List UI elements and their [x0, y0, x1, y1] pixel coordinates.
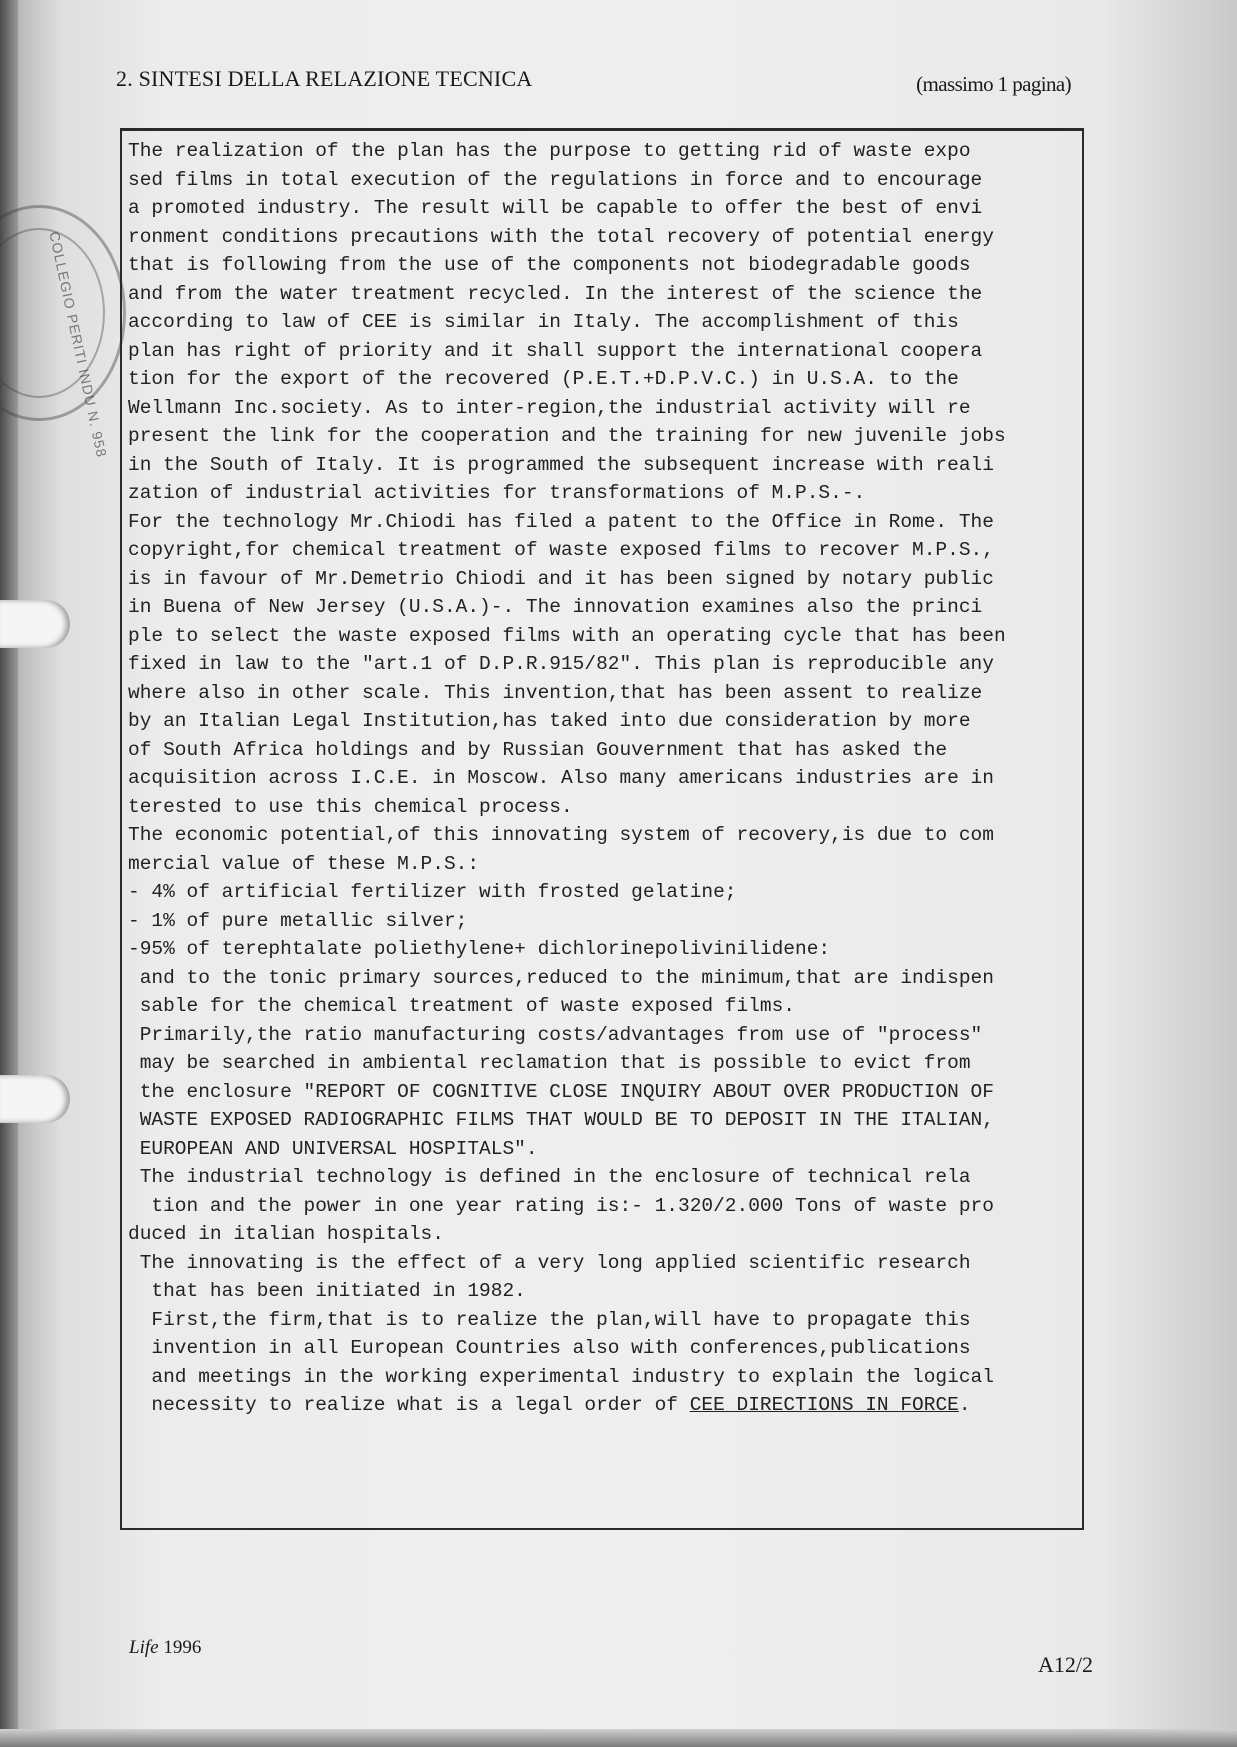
body-line: [128, 707, 1078, 736]
body-line-text: necessity to realize what is a legal order of: [128, 1394, 690, 1416]
body-line: [128, 337, 1078, 366]
body-line: [128, 850, 1078, 879]
body-line: [128, 166, 1078, 195]
body-line: [128, 907, 1078, 936]
body-line: [128, 1277, 1078, 1306]
footer-program-name: Life: [129, 1637, 159, 1658]
page-bottom-edge: [0, 1729, 1237, 1747]
body-line-text: in the South of Italy. It is programmed the subsequent increase with reali: [128, 453, 994, 476]
body-line: [128, 565, 1078, 594]
body-line-text: - 4% of artificial fertilizer with frosted gelatine;: [128, 881, 737, 903]
body-line: [128, 622, 1078, 651]
body-line-text: according to law of CEE is similar in Italy. The accomplishment of this: [128, 311, 959, 333]
footer-program: [129, 1637, 201, 1659]
closing-emphasis: CEE DIRECTIONS IN FORCE: [689, 1394, 959, 1416]
body-line: [128, 308, 1078, 337]
body-line: [128, 650, 1078, 679]
body-line-text: by an Italian Legal Institution,has taked into due consideration by more: [128, 710, 971, 732]
body-line: [128, 194, 1078, 223]
body-line: [128, 793, 1078, 822]
body-line-text: that has been initiated in 1982.: [128, 1280, 526, 1302]
technical-summary-body: [128, 137, 1078, 1420]
body-line: [128, 764, 1078, 793]
body-line-text: present the link for the cooperation and the training for new juvenile jobs: [128, 425, 1006, 447]
body-line: [128, 1078, 1078, 1107]
body-line-text: acquisition across I.C.E. in Moscow. Also many americans industries are in: [128, 767, 994, 789]
body-line-text: that is following from the use of the components not biodegradable goods: [128, 254, 971, 276]
body-line: [128, 1391, 1078, 1420]
body-line-text: and to the tonic primary sources,reduced to the minimum,that are indispen: [128, 966, 994, 989]
body-line: [128, 935, 1078, 964]
body-line: [128, 1192, 1078, 1221]
body-line: [128, 1306, 1078, 1335]
body-line: [128, 223, 1078, 252]
body-line: [128, 593, 1078, 622]
body-line-text: in Buena of New Jersey (U.S.A.)-. The innovation examines also the princi: [128, 596, 983, 618]
body-line: [128, 394, 1078, 423]
body-line: [128, 422, 1078, 451]
body-line: [128, 137, 1078, 166]
body-line-text: For the technology Mr.Chiodi has filed a patent to the Office in Rome. The: [128, 510, 994, 533]
binder-hole-lower: [0, 1075, 70, 1123]
body-line-text: ple to select the waste exposed films with an operating cycle that has been: [128, 624, 1006, 647]
body-line-text: the enclosure "REPORT OF COGNITIVE CLOSE INQUIRY ABOUT OVER PRODUCTION OF: [128, 1080, 994, 1103]
body-line-text: invention in all European Countries also with conferences,publications: [128, 1337, 971, 1359]
body-line-text: First,the firm,that is to realize the plan,will have to propagate this: [128, 1308, 971, 1331]
body-line-text: sable for the chemical treatment of waste exposed films.: [128, 995, 796, 1017]
body-line-text: plan has right of priority and it shall support the international coopera: [128, 339, 983, 362]
body-line: [128, 1220, 1078, 1249]
binder-hole-upper: [0, 600, 70, 648]
body-line: [128, 1021, 1078, 1050]
body-line-text: -95% of terephtalate poliethylene+ dichlorinepolivinilidene:: [128, 938, 831, 960]
body-line-text: of South Africa holdings and by Russian Gouvernment that has asked the: [128, 738, 948, 761]
body-line: [128, 451, 1078, 480]
footer-program-year: 1996: [163, 1637, 202, 1658]
body-line: [128, 964, 1078, 993]
body-line: [128, 479, 1078, 508]
body-line-text: - 1% of pure metallic silver;: [128, 909, 468, 932]
body-line: [128, 1049, 1078, 1078]
body-line: [128, 1249, 1078, 1278]
body-line-text: The innovating is the effect of a very long applied scientific research: [128, 1251, 971, 1274]
body-line-text: and from the water treatment recycled. In the interest of the science the: [128, 282, 983, 305]
body-line-text: sed films in total execution of the regulations in force and to encourage: [128, 168, 983, 191]
page-limit-note: (massimo 1 pagina): [916, 72, 1071, 96]
body-line-text: duced in italian hospitals.: [128, 1223, 444, 1245]
body-line-text: where also in other scale. This invention,that has been assent to realize: [128, 681, 983, 704]
stamp-text: COLLEGIO PERITI INDU N. 958: [46, 230, 110, 460]
footer-page-code: A12/2: [1038, 1652, 1093, 1677]
body-line: [128, 1135, 1078, 1164]
body-line: [128, 1163, 1078, 1192]
body-line-text: zation of industrial activities for transformations of M.P.S.-.: [128, 482, 866, 504]
body-line-text: WASTE EXPOSED RADIOGRAPHIC FILMS THAT WOULD BE TO DEPOSIT IN THE ITALIAN,: [128, 1109, 994, 1131]
body-line-text: may be searched in ambiental reclamation that is possible to evict from: [128, 1052, 971, 1074]
body-line: [128, 508, 1078, 537]
body-line: [128, 1334, 1078, 1363]
body-line-text: is in favour of Mr.Demetrio Chiodi and it has been signed by notary public: [128, 567, 994, 590]
body-line: [128, 679, 1078, 708]
section-title: 2. SINTESI DELLA RELAZIONE TECNICA: [116, 66, 533, 91]
body-line-text: The realization of the plan has the purpose to getting rid of waste expo: [128, 140, 971, 162]
body-line: [128, 280, 1078, 309]
body-line-text: The industrial technology is defined in the enclosure of technical rela: [128, 1166, 971, 1188]
body-line-text: and meetings in the working experimental industry to explain the logical: [128, 1365, 994, 1388]
body-line-text: The economic potential,of this innovating system of recovery,is due to com: [128, 824, 994, 846]
body-line: [128, 992, 1078, 1021]
body-line-text: mercial value of these M.P.S.:: [128, 852, 480, 875]
body-line-text: Wellmann Inc.society. As to inter-region,the industrial activity will re: [128, 396, 971, 419]
body-line-text: EUROPEAN AND UNIVERSAL HOSPITALS".: [128, 1137, 538, 1160]
body-line-text: fixed in law to the "art.1 of D.P.R.915/82". This plan is reproducible any: [128, 653, 994, 675]
body-line-text: copyright,for chemical treatment of waste exposed films to recover M.P.S.,: [128, 539, 994, 561]
body-line: [128, 1106, 1078, 1135]
body-line-text: a promoted industry. The result will be capable to offer the best of envi: [128, 197, 983, 219]
body-line: [128, 251, 1078, 280]
body-line-text: tion and the power in one year rating is:- 1.320/2.000 Tons of waste pro: [128, 1194, 994, 1217]
body-line-text: ronment conditions precautions with the total recovery of potential energy: [128, 225, 994, 248]
body-line: [128, 736, 1078, 765]
body-line: [128, 536, 1078, 565]
body-line-text: terested to use this chemical process.: [128, 795, 573, 818]
body-line: [128, 1363, 1078, 1392]
body-line: [128, 878, 1078, 907]
body-line: [128, 365, 1078, 394]
body-line-text: tion for the export of the recovered (P.E.T.+D.P.V.C.) in U.S.A. to the: [128, 368, 959, 390]
closing-period: .: [958, 1394, 971, 1416]
body-line: [128, 821, 1078, 850]
body-line-text: Primarily,the ratio manufacturing costs/advantages from use of "process": [128, 1023, 983, 1046]
